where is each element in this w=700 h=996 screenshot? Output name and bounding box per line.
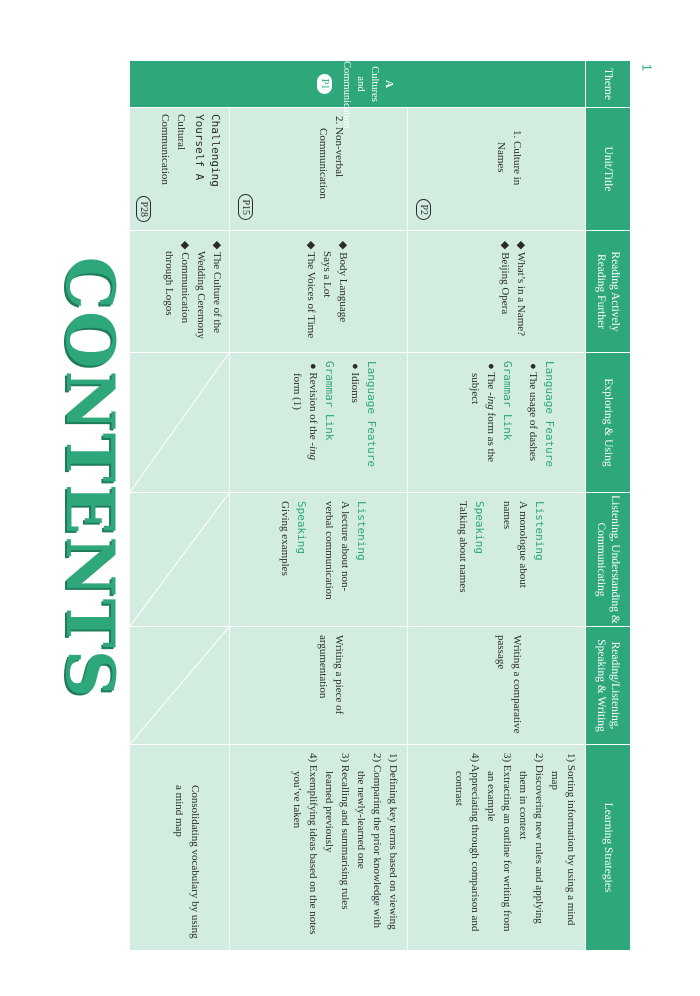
header-strategies: Learning Strategies	[586, 745, 631, 951]
diamond-bullet-icon: ◆	[499, 241, 511, 253]
contents-table	[129, 60, 631, 951]
listening-cell	[408, 493, 586, 627]
unit-page-badge: P28	[136, 196, 151, 222]
header-unit: Unit/Title	[586, 108, 631, 231]
empty-cell	[130, 353, 230, 493]
language-feature-label: Language Feature	[365, 361, 378, 467]
contents-table-wrap	[131, 60, 631, 950]
speaking-label: Speaking	[295, 501, 308, 554]
reading-cell	[230, 231, 408, 353]
unit-page-badge: P2	[416, 199, 431, 220]
header-rlsw: Reading/Listening, Speaking & Writing	[586, 627, 631, 745]
header-listening: Listening, Understanding & Communicating	[586, 493, 631, 627]
unit-page-badge: P15	[238, 194, 253, 220]
grammar-link-item: ● The -ing form as the subject	[469, 363, 497, 463]
diamond-bullet-icon: ◆	[337, 241, 349, 253]
theme-page-badge: P1	[318, 74, 333, 95]
challenge-label: Challenging Yourself A	[193, 114, 222, 187]
listening-label: Listening	[355, 501, 368, 561]
diagonal-line	[130, 627, 229, 744]
reading-item: ◆ The Voices of Time	[305, 241, 317, 339]
speaking-text: Talking about names	[457, 501, 469, 593]
header-exploring: Exploring & Using	[586, 353, 631, 493]
empty-cell	[130, 493, 230, 627]
strategies-cell: 1) Defining key terms based on viewing 2) Comparing the prior knowledge with the newly-learned one 3) Recalling and summarising rules learned previously 4) Exemplifying ideas based on the notes you’ve taken	[230, 745, 408, 951]
grammar-link-label: Grammar Link	[501, 361, 514, 441]
diamond-bullet-icon: ◆	[211, 241, 223, 253]
challenge-unit-title: Cultural Communication	[159, 114, 187, 185]
language-feature-label: Language Feature	[543, 361, 556, 467]
header-reading: Reading Actively Reading Further	[586, 231, 631, 353]
reading-item: ◆ Body Language Says a Lot	[321, 241, 349, 323]
diamond-bullet-icon: ◆	[515, 241, 527, 253]
diagonal-line	[130, 353, 229, 492]
challenge-unit-cell	[130, 108, 230, 231]
diagonal-line	[130, 493, 229, 626]
speaking-label: Speaking	[473, 501, 486, 554]
rlsw-cell	[408, 627, 586, 745]
rlsw-cell	[230, 627, 408, 745]
unit-title-cell	[230, 108, 408, 231]
listening-label: Listening	[533, 501, 546, 561]
reading-item: ◆ Beijing Opera	[499, 241, 511, 315]
reading-cell	[408, 231, 586, 353]
contents-title: CONTENTS	[51, 256, 129, 700]
challenge-strategies-cell	[130, 745, 230, 951]
dot-bullet-icon: ●	[527, 363, 539, 373]
diamond-bullet-icon: ◆	[305, 241, 317, 253]
reading-item: ◆ The Culture of the Wedding Ceremony	[195, 241, 223, 340]
language-feature-item: ● The usage of dashes	[527, 363, 539, 462]
reading-item: ◆ Communication through Logos	[163, 241, 191, 324]
header-theme: Theme	[586, 61, 631, 108]
exploring-cell	[230, 353, 408, 493]
speaking-text: Giving examples	[279, 501, 291, 576]
listening-text: A lecture about non-verbal communication	[323, 501, 351, 600]
unit-title: 1. Culture in Names	[495, 130, 523, 186]
challenge-strategies-text: Consolidating vocabulary by using a mind map	[173, 785, 201, 939]
rlsw-text: Writing a piece of argumentation	[317, 635, 345, 715]
dot-bullet-icon: ●	[485, 363, 497, 373]
dot-bullet-icon: ●	[349, 363, 361, 373]
grammar-link-label: Grammar Link	[323, 361, 336, 441]
reading-item: ◆ What’s in a Name?	[515, 241, 527, 337]
unit-title: 2. Non-verbal Communication	[317, 116, 345, 199]
unit-title-cell	[408, 108, 586, 231]
theme-cell: A Cultures and Communication P1	[130, 61, 586, 108]
diamond-bullet-icon: ◆	[179, 241, 191, 253]
exploring-cell	[408, 353, 586, 493]
page-number: 1	[639, 63, 655, 72]
language-feature-item: ● Idioms	[349, 363, 361, 403]
header-row	[586, 61, 631, 951]
strategies-cell: 1) Sorting information by using a mind map 2) Discovering new rules and applying them in context 3) Extracting an outline for writing from an example 4) Appreciating through comparison and contrast	[408, 745, 586, 951]
unit-row	[230, 61, 408, 951]
rlsw-text: Writing a comparative passage	[495, 635, 523, 734]
challenge-row	[130, 61, 230, 951]
dot-bullet-icon: ●	[307, 363, 319, 373]
listening-text: A monologue about names	[501, 501, 529, 588]
challenge-reading-cell	[130, 231, 230, 353]
grammar-link-item: ● Revision of the -ing form (1)	[291, 363, 319, 461]
listening-cell	[230, 493, 408, 627]
unit-row	[408, 61, 586, 951]
empty-cell	[130, 627, 230, 745]
